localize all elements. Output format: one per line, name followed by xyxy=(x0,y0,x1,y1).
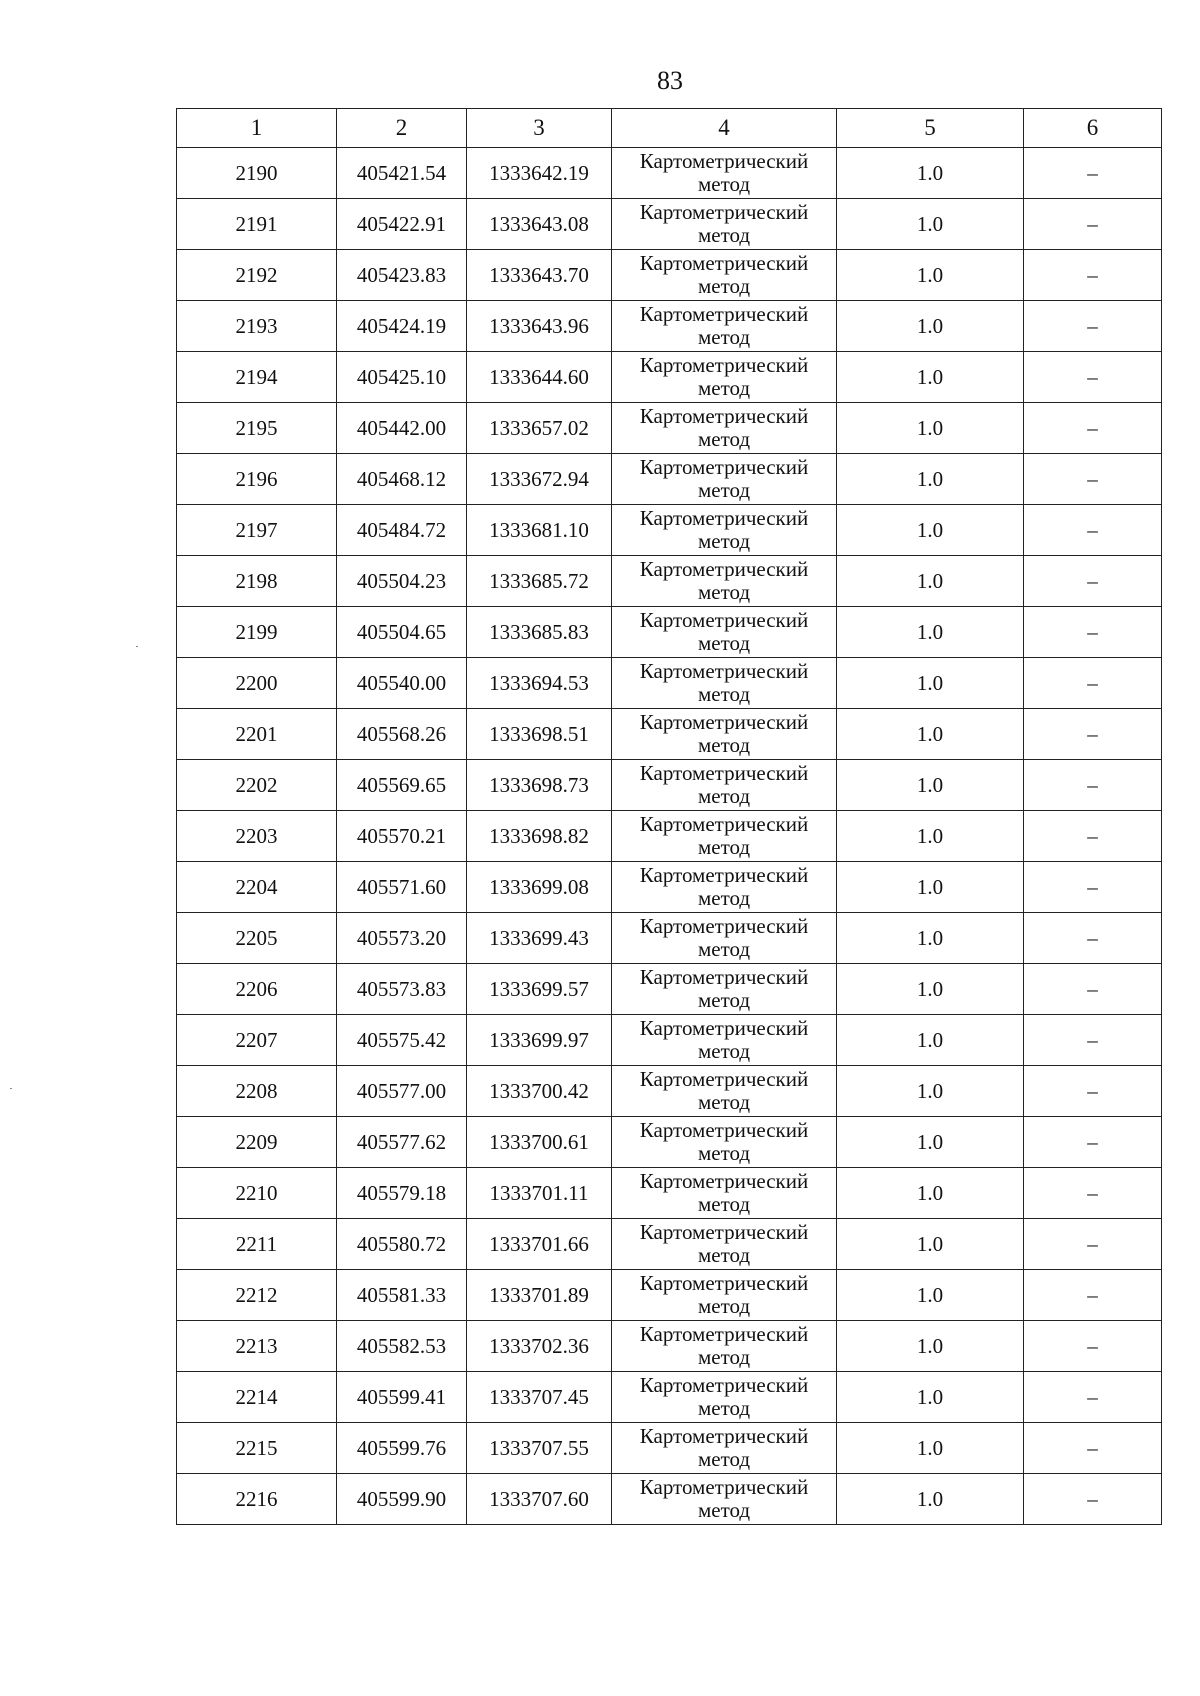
note-cell: – xyxy=(1024,556,1162,607)
note-cell: – xyxy=(1024,148,1162,199)
point-number-cell: 2205 xyxy=(177,913,337,964)
x-coordinate-cell: 405599.76 xyxy=(337,1423,467,1474)
x-coordinate-cell: 405421.54 xyxy=(337,148,467,199)
y-coordinate-cell: 1333694.53 xyxy=(467,658,612,709)
accuracy-cell: 1.0 xyxy=(837,199,1024,250)
note-cell: – xyxy=(1024,1168,1162,1219)
x-coordinate-cell: 405568.26 xyxy=(337,709,467,760)
note-cell: – xyxy=(1024,964,1162,1015)
accuracy-cell: 1.0 xyxy=(837,1066,1024,1117)
column-header-6: 6 xyxy=(1024,109,1162,148)
table-row xyxy=(177,556,1162,607)
x-coordinate-cell: 405468.12 xyxy=(337,454,467,505)
note-cell: – xyxy=(1024,1066,1162,1117)
table-row xyxy=(177,250,1162,301)
table-row xyxy=(177,913,1162,964)
point-number-cell: 2196 xyxy=(177,454,337,505)
accuracy-cell: 1.0 xyxy=(837,1321,1024,1372)
method-cell: Картометрический метод xyxy=(612,1474,837,1525)
note-cell: – xyxy=(1024,1117,1162,1168)
accuracy-cell: 1.0 xyxy=(837,913,1024,964)
table-row xyxy=(177,148,1162,199)
accuracy-cell: 1.0 xyxy=(837,1474,1024,1525)
method-cell: Картометрический метод xyxy=(612,505,837,556)
note-cell: – xyxy=(1024,352,1162,403)
point-number-cell: 2194 xyxy=(177,352,337,403)
method-cell: Картометрический метод xyxy=(612,1066,837,1117)
y-coordinate-cell: 1333643.08 xyxy=(467,199,612,250)
x-coordinate-cell: 405424.19 xyxy=(337,301,467,352)
x-coordinate-cell: 405423.83 xyxy=(337,250,467,301)
method-cell: Картометрический метод xyxy=(612,403,837,454)
method-cell: Картометрический метод xyxy=(612,913,837,964)
y-coordinate-cell: 1333698.51 xyxy=(467,709,612,760)
note-cell: – xyxy=(1024,250,1162,301)
accuracy-cell: 1.0 xyxy=(837,250,1024,301)
method-cell: Картометрический метод xyxy=(612,148,837,199)
point-number-cell: 2210 xyxy=(177,1168,337,1219)
x-coordinate-cell: 405570.21 xyxy=(337,811,467,862)
scan-speck xyxy=(10,1088,12,1089)
point-number-cell: 2214 xyxy=(177,1372,337,1423)
x-coordinate-cell: 405504.65 xyxy=(337,607,467,658)
x-coordinate-cell: 405540.00 xyxy=(337,658,467,709)
note-cell: – xyxy=(1024,760,1162,811)
y-coordinate-cell: 1333644.60 xyxy=(467,352,612,403)
point-number-cell: 2213 xyxy=(177,1321,337,1372)
note-cell: – xyxy=(1024,1423,1162,1474)
table-row xyxy=(177,1219,1162,1270)
method-cell: Картометрический метод xyxy=(612,760,837,811)
table-row xyxy=(177,1423,1162,1474)
x-coordinate-cell: 405442.00 xyxy=(337,403,467,454)
accuracy-cell: 1.0 xyxy=(837,403,1024,454)
method-cell: Картометрический метод xyxy=(612,862,837,913)
note-cell: – xyxy=(1024,1372,1162,1423)
point-number-cell: 2193 xyxy=(177,301,337,352)
table-row xyxy=(177,1474,1162,1525)
method-cell: Картометрический метод xyxy=(612,1117,837,1168)
note-cell: – xyxy=(1024,913,1162,964)
x-coordinate-cell: 405573.20 xyxy=(337,913,467,964)
table-row xyxy=(177,403,1162,454)
accuracy-cell: 1.0 xyxy=(837,1117,1024,1168)
point-number-cell: 2209 xyxy=(177,1117,337,1168)
y-coordinate-cell: 1333643.70 xyxy=(467,250,612,301)
table-row xyxy=(177,658,1162,709)
x-coordinate-cell: 405504.23 xyxy=(337,556,467,607)
point-number-cell: 2192 xyxy=(177,250,337,301)
x-coordinate-cell: 405573.83 xyxy=(337,964,467,1015)
y-coordinate-cell: 1333707.55 xyxy=(467,1423,612,1474)
accuracy-cell: 1.0 xyxy=(837,352,1024,403)
method-cell: Картометрический метод xyxy=(612,556,837,607)
method-cell: Картометрический метод xyxy=(612,352,837,403)
method-cell: Картометрический метод xyxy=(612,811,837,862)
table-row xyxy=(177,505,1162,556)
point-number-cell: 2216 xyxy=(177,1474,337,1525)
table-row xyxy=(177,760,1162,811)
table-row xyxy=(177,607,1162,658)
table-row xyxy=(177,454,1162,505)
accuracy-cell: 1.0 xyxy=(837,1423,1024,1474)
y-coordinate-cell: 1333700.61 xyxy=(467,1117,612,1168)
x-coordinate-cell: 405575.42 xyxy=(337,1015,467,1066)
method-cell: Картометрический метод xyxy=(612,1168,837,1219)
x-coordinate-cell: 405571.60 xyxy=(337,862,467,913)
x-coordinate-cell: 405580.72 xyxy=(337,1219,467,1270)
method-cell: Картометрический метод xyxy=(612,607,837,658)
table-row xyxy=(177,1015,1162,1066)
note-cell: – xyxy=(1024,454,1162,505)
coordinates-table xyxy=(176,108,1162,1525)
point-number-cell: 2191 xyxy=(177,199,337,250)
y-coordinate-cell: 1333701.89 xyxy=(467,1270,612,1321)
y-coordinate-cell: 1333672.94 xyxy=(467,454,612,505)
y-coordinate-cell: 1333699.43 xyxy=(467,913,612,964)
point-number-cell: 2199 xyxy=(177,607,337,658)
y-coordinate-cell: 1333685.83 xyxy=(467,607,612,658)
x-coordinate-cell: 405599.90 xyxy=(337,1474,467,1525)
note-cell: – xyxy=(1024,1321,1162,1372)
note-cell: – xyxy=(1024,658,1162,709)
accuracy-cell: 1.0 xyxy=(837,1015,1024,1066)
accuracy-cell: 1.0 xyxy=(837,811,1024,862)
note-cell: – xyxy=(1024,1474,1162,1525)
note-cell: – xyxy=(1024,1015,1162,1066)
x-coordinate-cell: 405582.53 xyxy=(337,1321,467,1372)
method-cell: Картометрический метод xyxy=(612,658,837,709)
point-number-cell: 2200 xyxy=(177,658,337,709)
y-coordinate-cell: 1333699.57 xyxy=(467,964,612,1015)
method-cell: Картометрический метод xyxy=(612,709,837,760)
y-coordinate-cell: 1333642.19 xyxy=(467,148,612,199)
x-coordinate-cell: 405422.91 xyxy=(337,199,467,250)
page-number: 83 xyxy=(657,66,683,95)
note-cell: – xyxy=(1024,607,1162,658)
table-row xyxy=(177,301,1162,352)
x-coordinate-cell: 405577.00 xyxy=(337,1066,467,1117)
column-header-3: 3 xyxy=(467,109,612,148)
note-cell: – xyxy=(1024,1270,1162,1321)
column-header-5: 5 xyxy=(837,109,1024,148)
point-number-cell: 2204 xyxy=(177,862,337,913)
accuracy-cell: 1.0 xyxy=(837,709,1024,760)
note-cell: – xyxy=(1024,1219,1162,1270)
accuracy-cell: 1.0 xyxy=(837,556,1024,607)
note-cell: – xyxy=(1024,505,1162,556)
y-coordinate-cell: 1333699.97 xyxy=(467,1015,612,1066)
table-row xyxy=(177,1321,1162,1372)
table-body xyxy=(177,148,1162,1525)
x-coordinate-cell: 405484.72 xyxy=(337,505,467,556)
table-row xyxy=(177,964,1162,1015)
method-cell: Картометрический метод xyxy=(612,1423,837,1474)
y-coordinate-cell: 1333702.36 xyxy=(467,1321,612,1372)
y-coordinate-cell: 1333701.66 xyxy=(467,1219,612,1270)
point-number-cell: 2197 xyxy=(177,505,337,556)
method-cell: Картометрический метод xyxy=(612,1015,837,1066)
table-row xyxy=(177,1066,1162,1117)
point-number-cell: 2203 xyxy=(177,811,337,862)
point-number-cell: 2198 xyxy=(177,556,337,607)
accuracy-cell: 1.0 xyxy=(837,1168,1024,1219)
y-coordinate-cell: 1333698.82 xyxy=(467,811,612,862)
scan-speck xyxy=(136,646,138,647)
note-cell: – xyxy=(1024,199,1162,250)
table-row xyxy=(177,1372,1162,1423)
y-coordinate-cell: 1333700.42 xyxy=(467,1066,612,1117)
method-cell: Картометрический метод xyxy=(612,1372,837,1423)
table-row xyxy=(177,709,1162,760)
accuracy-cell: 1.0 xyxy=(837,658,1024,709)
accuracy-cell: 1.0 xyxy=(837,1270,1024,1321)
y-coordinate-cell: 1333701.11 xyxy=(467,1168,612,1219)
method-cell: Картометрический метод xyxy=(612,964,837,1015)
column-header-2: 2 xyxy=(337,109,467,148)
accuracy-cell: 1.0 xyxy=(837,1219,1024,1270)
header-row xyxy=(177,109,1162,148)
point-number-cell: 2202 xyxy=(177,760,337,811)
table-row xyxy=(177,811,1162,862)
table-row xyxy=(177,199,1162,250)
x-coordinate-cell: 405599.41 xyxy=(337,1372,467,1423)
note-cell: – xyxy=(1024,403,1162,454)
x-coordinate-cell: 405577.62 xyxy=(337,1117,467,1168)
method-cell: Картометрический метод xyxy=(612,1321,837,1372)
method-cell: Картометрический метод xyxy=(612,301,837,352)
note-cell: – xyxy=(1024,709,1162,760)
point-number-cell: 2207 xyxy=(177,1015,337,1066)
accuracy-cell: 1.0 xyxy=(837,301,1024,352)
point-number-cell: 2195 xyxy=(177,403,337,454)
y-coordinate-cell: 1333698.73 xyxy=(467,760,612,811)
method-cell: Картометрический метод xyxy=(612,454,837,505)
y-coordinate-cell: 1333685.72 xyxy=(467,556,612,607)
accuracy-cell: 1.0 xyxy=(837,148,1024,199)
note-cell: – xyxy=(1024,301,1162,352)
accuracy-cell: 1.0 xyxy=(837,862,1024,913)
method-cell: Картометрический метод xyxy=(612,1219,837,1270)
table-row xyxy=(177,352,1162,403)
x-coordinate-cell: 405581.33 xyxy=(337,1270,467,1321)
table-row xyxy=(177,862,1162,913)
accuracy-cell: 1.0 xyxy=(837,760,1024,811)
x-coordinate-cell: 405569.65 xyxy=(337,760,467,811)
y-coordinate-cell: 1333643.96 xyxy=(467,301,612,352)
point-number-cell: 2212 xyxy=(177,1270,337,1321)
method-cell: Картометрический метод xyxy=(612,199,837,250)
point-number-cell: 2201 xyxy=(177,709,337,760)
accuracy-cell: 1.0 xyxy=(837,607,1024,658)
table-header xyxy=(177,109,1162,148)
y-coordinate-cell: 1333707.60 xyxy=(467,1474,612,1525)
accuracy-cell: 1.0 xyxy=(837,964,1024,1015)
point-number-cell: 2206 xyxy=(177,964,337,1015)
accuracy-cell: 1.0 xyxy=(837,1372,1024,1423)
table-row xyxy=(177,1168,1162,1219)
y-coordinate-cell: 1333699.08 xyxy=(467,862,612,913)
point-number-cell: 2190 xyxy=(177,148,337,199)
accuracy-cell: 1.0 xyxy=(837,454,1024,505)
column-header-1: 1 xyxy=(177,109,337,148)
column-header-4: 4 xyxy=(612,109,837,148)
point-number-cell: 2215 xyxy=(177,1423,337,1474)
x-coordinate-cell: 405425.10 xyxy=(337,352,467,403)
y-coordinate-cell: 1333707.45 xyxy=(467,1372,612,1423)
method-cell: Картометрический метод xyxy=(612,1270,837,1321)
method-cell: Картометрический метод xyxy=(612,250,837,301)
y-coordinate-cell: 1333657.02 xyxy=(467,403,612,454)
table-row xyxy=(177,1117,1162,1168)
y-coordinate-cell: 1333681.10 xyxy=(467,505,612,556)
note-cell: – xyxy=(1024,811,1162,862)
x-coordinate-cell: 405579.18 xyxy=(337,1168,467,1219)
point-number-cell: 2208 xyxy=(177,1066,337,1117)
point-number-cell: 2211 xyxy=(177,1219,337,1270)
note-cell: – xyxy=(1024,862,1162,913)
table-row xyxy=(177,1270,1162,1321)
accuracy-cell: 1.0 xyxy=(837,505,1024,556)
